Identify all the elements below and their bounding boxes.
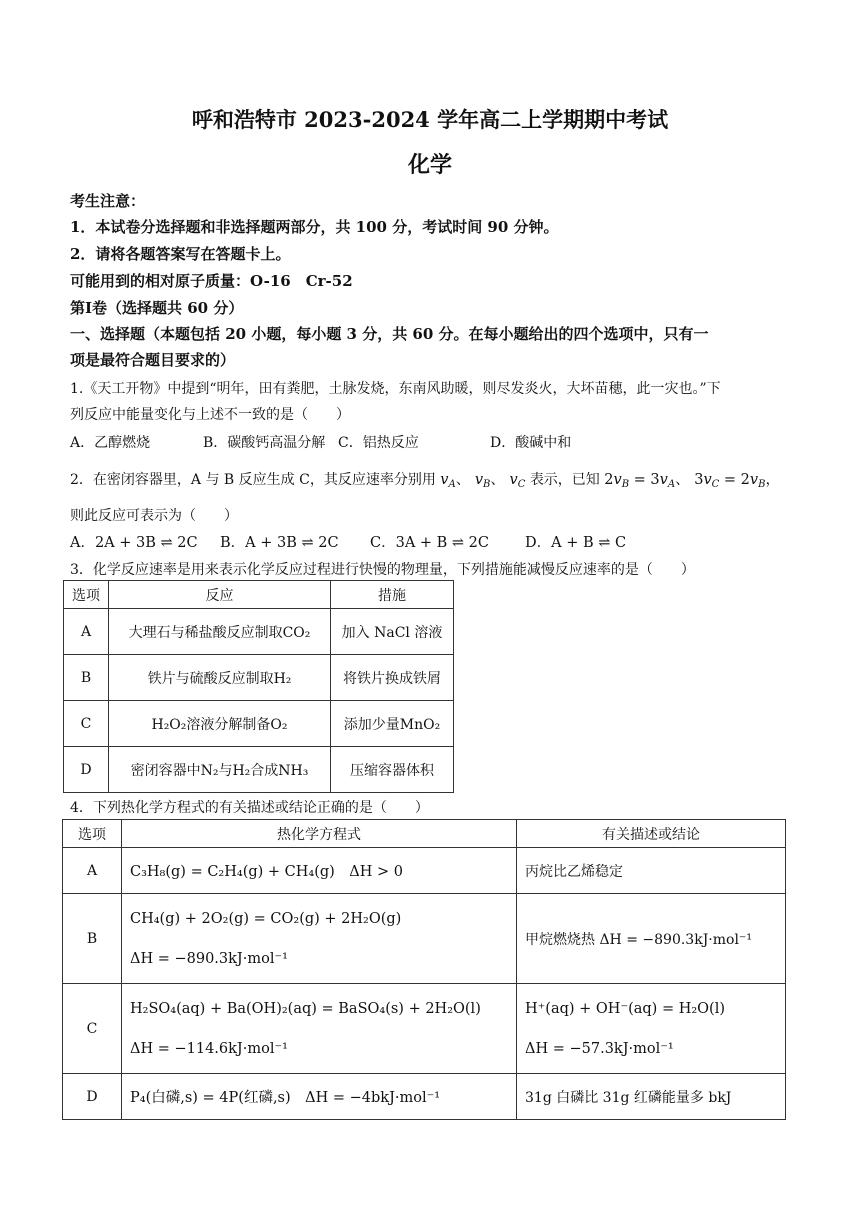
q4-row-b-conclusion <box>517 894 786 984</box>
q4-row-c-option: C <box>63 984 122 1074</box>
table-row <box>63 984 786 1074</box>
q4-row-c-eq2: ΔH = −114.6kJ·mol⁻¹ <box>130 1040 288 1057</box>
section-heading-line1: 一、选择题（本题包括 20 小题，每小题 3 分，共 60 分。在每小题给出的四个选项中，只有一 <box>70 325 709 343</box>
table-row <box>63 894 786 984</box>
q3-table <box>63 580 454 793</box>
q4-row-b-eq1: CH₄(g) + 2O₂(g) = CO₂(g) + 2H₂O(g) <box>130 910 402 927</box>
part1-heading: 第Ⅰ卷（选择题共 60 分） <box>70 299 244 317</box>
q4-header-row <box>63 820 786 848</box>
exam-title: 呼和浩特市 2023-2024 学年高二上学期期中考试 <box>191 107 669 132</box>
q4-table <box>62 819 786 1120</box>
atomic-masses: 可能用到的相对原子质量：O-16 Cr-52 <box>70 272 353 290</box>
q1-option-c: C．铝热反应 <box>338 435 419 451</box>
q4-row-d-conc1: 31g 白磷比 31g 红磷能量多 bkJ <box>525 1089 732 1106</box>
q3-header-measure: 措施 <box>331 581 454 609</box>
q4-row-a-option: A <box>63 848 122 894</box>
q2-stem-line2: 则此反应可表示为（ ） <box>70 508 238 524</box>
q4-row-d-equation <box>122 1074 517 1120</box>
q3-header-reaction: 反应 <box>109 581 331 609</box>
table-row <box>64 701 454 747</box>
q3-row-c-reaction: H₂O₂溶液分解制备O₂ <box>109 701 331 747</box>
table-row <box>64 609 454 655</box>
q3-row-a-reaction: 大理石与稀盐酸反应制取CO₂ <box>109 609 331 655</box>
q3-row-b-measure: 将铁片换成铁屑 <box>331 655 454 701</box>
q4-stem: 4．下列热化学方程式的有关描述或结论正确的是（ ） <box>70 800 429 816</box>
q1-stem-line1: 1.《天工开物》中提到“明年，田有粪肥，土脉发烧，东南风助暖，则尽发炎火，大坏苗穗，此一灾也。”下 <box>70 381 721 397</box>
q2-option-b: B．A + 3B ⇌ 2C <box>220 535 339 551</box>
q3-row-a-measure: 加入 NaCl 溶液 <box>331 609 454 655</box>
q3-row-d-option: D <box>64 747 109 793</box>
q3-header-row <box>64 581 454 609</box>
notice-heading: 考生注意： <box>70 192 146 210</box>
q2-option-d: D．A + B ⇌ C <box>525 535 627 551</box>
q4-row-d-eq1: P₄(白磷,s) = 4P(红磷,s) ΔH = −4bkJ·mol⁻¹ <box>130 1090 441 1106</box>
table-row <box>64 747 454 793</box>
q4-row-a-eq1: C₃H₈(g) = C₂H₄(g) + CH₄(g) ΔH > 0 <box>130 864 404 880</box>
q2-rate-symbols: $v_A$、 $v_B$、 $v_C$ <box>440 472 526 490</box>
q4-row-a-conclusion <box>517 848 786 894</box>
q4-row-a-conc1: 丙烷比乙烯稳定 <box>525 863 623 880</box>
q4-row-b-equation <box>122 894 517 984</box>
section-heading-line2: 项是最符合题目要求的） <box>70 351 236 369</box>
q4-row-c-conc2: ΔH = −57.3kJ·mol⁻¹ <box>525 1040 674 1057</box>
q4-header-equation: 热化学方程式 <box>122 820 517 848</box>
q4-row-a-equation <box>122 848 517 894</box>
q1-option-d: D．酸碱中和 <box>490 435 572 451</box>
q3-row-c-option: C <box>64 701 109 747</box>
notice-item-2: 2．请将各题答案写在答题卡上。 <box>70 245 291 263</box>
q2-options <box>70 531 626 552</box>
q3-row-d-measure: 压缩容器体积 <box>331 747 454 793</box>
table-row <box>64 655 454 701</box>
q4-row-c-equation <box>122 984 517 1074</box>
q4-row-c-conc1: H⁺(aq) + OH⁻(aq) = H₂O(l) <box>525 1000 725 1017</box>
q2-rate-relation: $2v_B = 3v_A$、 $3v_C = 2v_B$， <box>604 472 780 490</box>
q3-row-a-option: A <box>64 609 109 655</box>
q4-row-b-option: B <box>63 894 122 984</box>
q2-stem-line1 <box>70 468 780 490</box>
q3-stem: 3．化学反应速率是用来表示化学反应过程进行快慢的物理量，下列措施能减慢反应速率的是（ ） <box>70 562 695 578</box>
q4-row-c-conclusion <box>517 984 786 1074</box>
q2-option-c: C．3A + B ⇌ 2C <box>370 535 490 551</box>
q4-row-d-option: D <box>63 1074 122 1120</box>
q3-row-d-reaction: 密闭容器中N₂与H₂合成NH₃ <box>109 747 331 793</box>
notice-item-1: 1．本试卷分选择题和非选择题两部分，共 100 分，考试时间 90 分钟。 <box>70 218 559 236</box>
q3-row-b-option: B <box>64 655 109 701</box>
q1-stem-line2: 列反应中能量变化与上述不一致的是（ ） <box>70 407 350 423</box>
q3-row-b-reaction: 铁片与硫酸反应制取H₂ <box>109 655 331 701</box>
q2-option-a: A．2A + 3B ⇌ 2C <box>70 535 198 551</box>
q1-options <box>70 432 571 452</box>
subject-title: 化学 <box>407 152 452 178</box>
q4-header-option: 选项 <box>63 820 122 848</box>
q2-stem-part-b: 表示，已知 <box>529 472 600 488</box>
q3-row-c-measure: 添加少量MnO₂ <box>331 701 454 747</box>
table-row <box>63 1074 786 1120</box>
q4-row-c-eq1: H₂SO₄(aq) + Ba(OH)₂(aq) = BaSO₄(s) + 2H₂O(l) <box>130 1000 481 1017</box>
q1-option-b: B．碳酸钙高温分解 <box>203 435 326 451</box>
q3-header-option: 选项 <box>64 581 109 609</box>
q4-row-b-conc1: 甲烷燃烧热 ΔH = −890.3kJ·mol⁻¹ <box>525 931 752 948</box>
q4-row-d-conclusion <box>517 1074 786 1120</box>
q4-row-b-eq2: ΔH = −890.3kJ·mol⁻¹ <box>130 950 288 967</box>
q2-stem-part-a: 2．在密闭容器里，A 与 B 反应生成 C，其反应速率分别用 <box>70 472 436 488</box>
q4-header-conclusion: 有关描述或结论 <box>517 820 786 848</box>
q1-option-a: A．乙醇燃烧 <box>70 435 151 451</box>
table-row <box>63 848 786 894</box>
